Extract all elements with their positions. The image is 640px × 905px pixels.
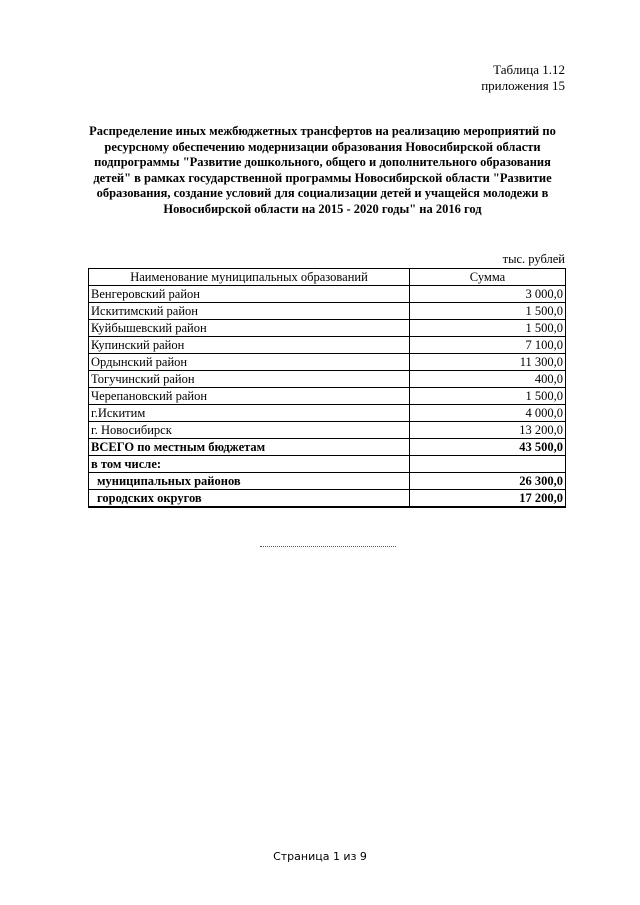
subtotal-sum: 17 200,0: [410, 490, 566, 508]
row-sum: 1 500,0: [410, 320, 566, 337]
document-title: Распределение иных межбюджетных трансфертов на реализацию мероприятий по ресурсному обеспечению модернизации образования Новосибирской области подпрограммы "Развитие дошкольного, общего и дополнительного образования детей" в рамках государственной программы Новосибирской области "Развитие образования, создание условий для социализации детей и учащейся молодежи в Новосибирской области на 2015 - 2020 годы" на 2016 год: [89, 124, 556, 216]
row-sum: 1 500,0: [410, 388, 566, 405]
row-sum: 13 200,0: [410, 422, 566, 439]
total-sum: 43 500,0: [410, 439, 566, 456]
column-header-name: Наименование муниципальных образований: [89, 269, 410, 286]
row-name: Венгеровский район: [89, 286, 410, 303]
table-row: [89, 405, 566, 422]
including-row: [89, 456, 566, 473]
page-number: Страница 1 из 9: [273, 850, 367, 863]
row-sum: 3 000,0: [410, 286, 566, 303]
row-name: г.Искитим: [89, 405, 410, 422]
row-name: Куйбышевский район: [89, 320, 410, 337]
row-name: Ордынский район: [89, 354, 410, 371]
including-label: в том числе:: [89, 456, 410, 473]
table-row: [89, 371, 566, 388]
row-name: Черепановский район: [89, 388, 410, 405]
table-header-row: [89, 269, 566, 286]
subtotal-label: городских округов: [89, 490, 410, 508]
row-sum: 1 500,0: [410, 303, 566, 320]
table-row: [89, 354, 566, 371]
including-sum: [410, 456, 566, 473]
subtotal-sum: 26 300,0: [410, 473, 566, 490]
units-label: тыс. рублей: [502, 252, 565, 266]
subtotal-row: [89, 490, 566, 508]
row-sum: 7 100,0: [410, 337, 566, 354]
table-row: [89, 303, 566, 320]
total-label: ВСЕГО по местным бюджетам: [89, 439, 410, 456]
table-row: [89, 388, 566, 405]
table-row: [89, 320, 566, 337]
column-header-sum: Сумма: [410, 269, 566, 286]
row-sum: 11 300,0: [410, 354, 566, 371]
total-row: [89, 439, 566, 456]
row-sum: 4 000,0: [410, 405, 566, 422]
transfers-table: [88, 268, 566, 508]
subtotal-row: [89, 473, 566, 490]
table-row: [89, 422, 566, 439]
row-name: Искитимский район: [89, 303, 410, 320]
table-row: [89, 337, 566, 354]
row-name: Тогучинский район: [89, 371, 410, 388]
row-name: г. Новосибирск: [89, 422, 410, 439]
appendix-number: приложения 15: [481, 78, 565, 93]
row-sum: 400,0: [410, 371, 566, 388]
row-name: Купинский район: [89, 337, 410, 354]
table-reference: [481, 62, 565, 94]
table-row: [89, 286, 566, 303]
table-number: Таблица 1.12: [493, 62, 565, 77]
subtotal-label: муниципальных районов: [89, 473, 410, 490]
divider-line: [260, 546, 396, 547]
